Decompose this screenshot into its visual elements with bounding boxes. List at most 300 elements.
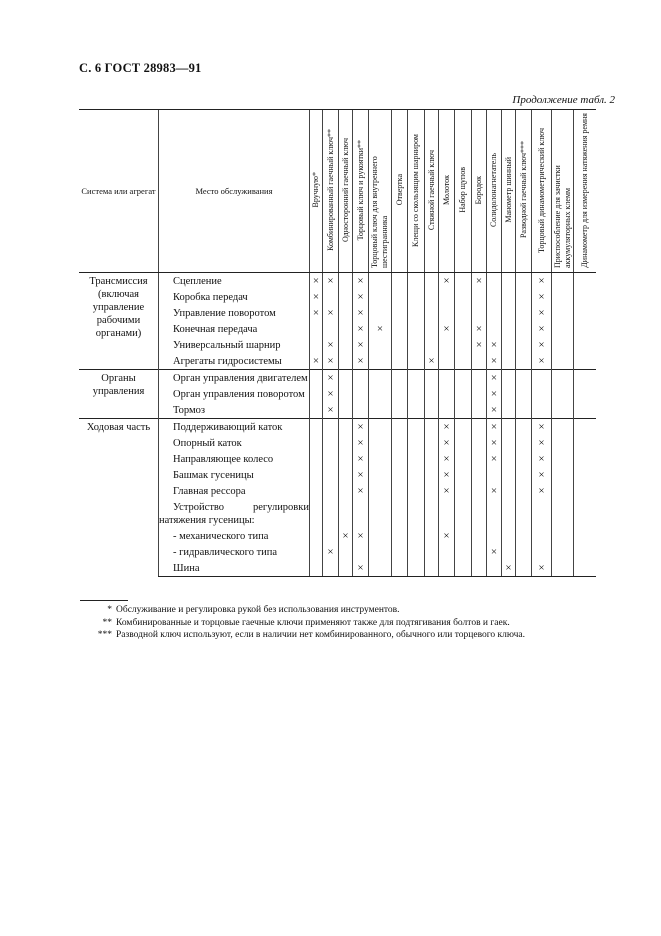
mark-cell	[472, 289, 487, 305]
mark-cell	[439, 370, 455, 387]
mark-cell	[552, 451, 574, 467]
mark-cell	[323, 451, 339, 467]
mark-cell	[408, 337, 425, 353]
table-row	[79, 370, 596, 387]
mark-cell	[516, 370, 532, 387]
mark-cell	[425, 451, 439, 467]
tool-column-header	[425, 110, 439, 273]
place-label: - гидравлического типа	[173, 547, 278, 558]
cross-mark: ×	[312, 355, 320, 367]
tool-column-header	[323, 110, 339, 273]
mark-cell	[339, 337, 353, 353]
mark-cell	[408, 273, 425, 290]
mark-cell	[310, 337, 323, 353]
mark-cell	[455, 544, 472, 560]
mark-cell	[408, 402, 425, 419]
table-continuation-label: Продолжение табл. 2	[512, 94, 615, 106]
footnote-text: Обслуживание и регулировка рукой без использования инструментов.	[116, 605, 400, 615]
mark-cell	[502, 321, 516, 337]
place-cell	[159, 337, 310, 353]
mark-cell	[516, 499, 532, 528]
mark-cell	[487, 289, 502, 305]
mark-cell	[439, 386, 455, 402]
mark-cell	[552, 353, 574, 370]
mark-cell	[310, 370, 323, 387]
mark-cell	[392, 321, 408, 337]
tool-column-header-text: Бородок	[474, 175, 483, 205]
mark-cell	[369, 499, 392, 528]
mark-cell	[353, 435, 369, 451]
mark-cell	[353, 305, 369, 321]
mark-cell	[532, 273, 552, 290]
place-label: Башмак гусеницы	[173, 470, 254, 481]
cross-mark: ×	[475, 275, 483, 287]
tool-column-header-text: Молоток	[441, 175, 451, 205]
page-header: С. 6 ГОСТ 28983—91	[79, 61, 202, 75]
mark-cell	[502, 528, 516, 544]
mark-cell	[392, 544, 408, 560]
mark-cell	[353, 353, 369, 370]
mark-cell	[574, 273, 596, 290]
mark-cell	[574, 386, 596, 402]
mark-cell	[369, 467, 392, 483]
mark-cell	[353, 321, 369, 337]
mark-cell	[532, 435, 552, 451]
place-label: Главная рессора	[173, 486, 246, 497]
mark-cell	[408, 419, 425, 436]
cross-mark: ×	[538, 453, 545, 465]
mark-cell	[439, 305, 455, 321]
mark-cell	[487, 402, 502, 419]
mark-cell	[339, 370, 353, 387]
mark-cell	[369, 419, 392, 436]
mark-cell	[455, 370, 472, 387]
mark-cell	[369, 273, 392, 290]
mark-cell	[472, 467, 487, 483]
mark-cell	[574, 305, 596, 321]
mark-cell	[408, 386, 425, 402]
mark-cell	[532, 305, 552, 321]
mark-cell	[502, 305, 516, 321]
footnote	[92, 629, 525, 642]
mark-cell	[487, 560, 502, 577]
place-cell	[159, 451, 310, 467]
cross-mark: ×	[357, 291, 364, 303]
mark-cell	[552, 305, 574, 321]
mark-cell	[455, 528, 472, 544]
mark-cell	[425, 419, 439, 436]
mark-cell	[455, 560, 472, 577]
cross-mark: ×	[312, 291, 320, 303]
mark-cell	[310, 386, 323, 402]
mark-cell	[472, 483, 487, 499]
mark-cell	[439, 528, 455, 544]
mark-cell	[369, 402, 392, 419]
mark-cell	[323, 386, 339, 402]
mark-cell	[369, 560, 392, 577]
mark-cell	[408, 544, 425, 560]
mark-cell	[353, 483, 369, 499]
mark-cell	[408, 321, 425, 337]
mark-cell	[516, 528, 532, 544]
mark-cell	[369, 305, 392, 321]
place-cell	[159, 305, 310, 321]
mark-cell	[323, 560, 339, 577]
mark-cell	[574, 419, 596, 436]
cross-mark: ×	[376, 323, 384, 335]
place-cell	[159, 386, 310, 402]
mark-cell	[532, 402, 552, 419]
mark-cell	[425, 560, 439, 577]
mark-cell	[472, 451, 487, 467]
mark-cell	[502, 467, 516, 483]
tool-column-header-text: Отвертка	[394, 174, 404, 206]
mark-cell	[392, 337, 408, 353]
mark-cell	[552, 273, 574, 290]
tool-column-header-text: Торцовый ключ и рукоятки**	[355, 139, 365, 241]
mark-cell	[502, 451, 516, 467]
footnote-divider	[80, 600, 128, 601]
mark-cell	[502, 402, 516, 419]
place-cell	[159, 560, 310, 577]
cross-mark: ×	[443, 437, 450, 449]
cross-mark: ×	[357, 485, 364, 497]
mark-cell	[425, 528, 439, 544]
cross-mark: ×	[443, 469, 450, 481]
mark-cell	[425, 435, 439, 451]
mark-cell	[339, 467, 353, 483]
place-cell	[159, 483, 310, 499]
mark-cell	[502, 419, 516, 436]
mark-cell	[455, 435, 472, 451]
mark-cell	[439, 560, 455, 577]
mark-cell	[392, 560, 408, 577]
cross-mark: ×	[490, 437, 498, 449]
mark-cell	[574, 353, 596, 370]
cross-mark: ×	[475, 339, 483, 351]
mark-cell	[408, 435, 425, 451]
place-cell	[159, 528, 310, 544]
mark-cell	[552, 528, 574, 544]
mark-cell	[552, 289, 574, 305]
mark-cell	[439, 273, 455, 290]
mark-cell	[323, 499, 339, 528]
mark-cell	[392, 273, 408, 290]
cross-mark: ×	[538, 275, 545, 287]
mark-cell	[455, 483, 472, 499]
mark-cell	[323, 289, 339, 305]
footnote	[92, 604, 525, 617]
cross-mark: ×	[490, 355, 498, 367]
place-cell	[159, 544, 310, 560]
mark-cell	[574, 435, 596, 451]
mark-cell	[339, 451, 353, 467]
mark-cell	[339, 499, 353, 528]
mark-cell	[487, 305, 502, 321]
mark-cell	[310, 499, 323, 528]
mark-cell	[339, 560, 353, 577]
mark-cell	[392, 499, 408, 528]
tool-column-header	[502, 110, 516, 273]
cross-mark: ×	[443, 453, 450, 465]
mark-cell	[487, 499, 502, 528]
mark-cell	[516, 419, 532, 436]
mark-cell	[339, 353, 353, 370]
mark-cell	[472, 321, 487, 337]
cross-mark: ×	[312, 307, 320, 319]
mark-cell	[439, 435, 455, 451]
cross-mark: ×	[428, 355, 435, 367]
mark-cell	[532, 386, 552, 402]
mark-cell	[574, 483, 596, 499]
place-label: Устройство регулировки натяжения гусеницы:	[159, 502, 309, 526]
mark-cell	[574, 321, 596, 337]
footnote-mark: ***	[97, 630, 112, 640]
cross-mark: ×	[490, 421, 498, 433]
mark-cell	[502, 560, 516, 577]
mark-cell	[408, 289, 425, 305]
mark-cell	[439, 337, 455, 353]
mark-cell	[425, 386, 439, 402]
cross-mark: ×	[538, 323, 545, 335]
mark-cell	[353, 289, 369, 305]
mark-cell	[425, 402, 439, 419]
cross-mark: ×	[357, 562, 364, 574]
cross-mark: ×	[538, 485, 545, 497]
mark-cell	[408, 528, 425, 544]
mark-cell	[425, 321, 439, 337]
mark-cell	[310, 289, 323, 305]
tool-column-header-text: Односторонний гаечный ключ	[340, 137, 350, 242]
place-cell	[159, 419, 310, 436]
mark-cell	[487, 528, 502, 544]
mark-cell	[392, 483, 408, 499]
mark-cell	[502, 337, 516, 353]
mark-cell	[369, 353, 392, 370]
place-label: Конечная передача	[173, 324, 258, 335]
mark-cell	[439, 321, 455, 337]
mark-cell	[369, 321, 392, 337]
tool-column-header	[574, 110, 596, 273]
mark-cell	[408, 499, 425, 528]
mark-cell	[353, 273, 369, 290]
mark-cell	[516, 483, 532, 499]
mark-cell	[532, 451, 552, 467]
mark-cell	[425, 370, 439, 387]
mark-cell	[487, 435, 502, 451]
mark-cell	[310, 353, 323, 370]
tool-column-header	[408, 110, 425, 273]
footnote	[92, 617, 525, 630]
cross-mark: ×	[475, 323, 483, 335]
system-cell: Ходовая часть	[79, 419, 159, 577]
mark-cell	[502, 370, 516, 387]
mark-cell	[574, 528, 596, 544]
mark-cell	[439, 289, 455, 305]
cross-mark: ×	[357, 530, 364, 542]
place-cell	[159, 467, 310, 483]
mark-cell	[339, 483, 353, 499]
mark-cell	[502, 273, 516, 290]
cross-mark: ×	[342, 530, 349, 542]
tool-column-header	[552, 110, 574, 273]
mark-cell	[472, 419, 487, 436]
mark-cell	[323, 273, 339, 290]
mark-cell	[532, 370, 552, 387]
table-row	[79, 419, 596, 436]
place-label: Тормоз	[173, 405, 206, 416]
place-cell	[159, 402, 310, 419]
system-cell: Трансмиссия (включая управление рабочими органами)	[79, 273, 159, 370]
mark-cell	[310, 273, 323, 290]
tool-column-header-text: Клещи со скользящим шарниром	[411, 133, 420, 247]
tool-column-header	[353, 110, 369, 273]
cross-mark: ×	[490, 372, 498, 384]
mark-cell	[392, 402, 408, 419]
mark-cell	[472, 386, 487, 402]
place-column-header: Место обслуживания	[159, 110, 310, 273]
cross-mark: ×	[327, 307, 334, 319]
mark-cell	[439, 544, 455, 560]
mark-cell	[455, 273, 472, 290]
place-label: Опорный каток	[173, 438, 242, 449]
mark-cell	[310, 544, 323, 560]
mark-cell	[323, 321, 339, 337]
footnote-text: Комбинированные и торцовые гаечные ключи применяют также для подтягивания болтов и гаек.	[116, 617, 510, 628]
mark-cell	[408, 370, 425, 387]
mark-cell	[369, 289, 392, 305]
mark-cell	[323, 467, 339, 483]
mark-cell	[502, 483, 516, 499]
place-label: Универсальный шарнир	[173, 340, 281, 351]
mark-cell	[552, 402, 574, 419]
mark-cell	[353, 419, 369, 436]
place-label: Сцепление	[173, 276, 222, 287]
mark-cell	[310, 451, 323, 467]
mark-cell	[353, 544, 369, 560]
cross-mark: ×	[443, 530, 450, 542]
mark-cell	[502, 386, 516, 402]
tool-column-header	[487, 110, 502, 273]
mark-cell	[516, 467, 532, 483]
place-cell	[159, 273, 310, 290]
cross-mark: ×	[490, 339, 498, 351]
place-cell	[159, 321, 310, 337]
mark-cell	[552, 544, 574, 560]
mark-cell	[392, 419, 408, 436]
mark-cell	[310, 419, 323, 436]
footnote-mark: **	[102, 617, 112, 628]
mark-cell	[425, 337, 439, 353]
cross-mark: ×	[357, 437, 364, 449]
mark-cell	[369, 451, 392, 467]
mark-cell	[552, 560, 574, 577]
place-label: Орган управления двигателем	[173, 373, 308, 384]
mark-cell	[472, 353, 487, 370]
mark-cell	[369, 337, 392, 353]
tool-column-header-text: Торцовый ключ для внутреннего шестигранника	[370, 156, 389, 268]
mark-cell	[574, 451, 596, 467]
cross-mark: ×	[327, 546, 334, 558]
mark-cell	[353, 337, 369, 353]
table-header-row	[79, 110, 596, 273]
mark-cell	[408, 467, 425, 483]
mark-cell	[369, 386, 392, 402]
mark-cell	[516, 544, 532, 560]
mark-cell	[552, 419, 574, 436]
mark-cell	[574, 370, 596, 387]
mark-cell	[353, 370, 369, 387]
mark-cell	[425, 467, 439, 483]
tool-column-header	[532, 110, 552, 273]
mark-cell	[502, 544, 516, 560]
mark-cell	[455, 353, 472, 370]
mark-cell	[455, 402, 472, 419]
mark-cell	[574, 337, 596, 353]
mark-cell	[487, 451, 502, 467]
cross-mark: ×	[357, 275, 364, 287]
mark-cell	[310, 560, 323, 577]
mark-cell	[574, 467, 596, 483]
mark-cell	[532, 353, 552, 370]
mark-cell	[408, 305, 425, 321]
cross-mark: ×	[505, 562, 512, 574]
mark-cell	[472, 544, 487, 560]
mark-cell	[552, 370, 574, 387]
place-label: Направляющее колесо	[173, 454, 274, 465]
mark-cell	[502, 499, 516, 528]
place-cell	[159, 499, 310, 528]
mark-cell	[532, 499, 552, 528]
mark-cell	[408, 483, 425, 499]
mark-cell	[532, 544, 552, 560]
mark-cell	[472, 560, 487, 577]
mark-cell	[353, 499, 369, 528]
tool-column-header-text: Манометр шинный	[503, 157, 513, 223]
mark-cell	[502, 435, 516, 451]
cross-mark: ×	[357, 421, 364, 433]
mark-cell	[516, 273, 532, 290]
cross-mark: ×	[327, 404, 334, 416]
mark-cell	[408, 353, 425, 370]
mark-cell	[516, 402, 532, 419]
mark-cell	[323, 402, 339, 419]
mark-cell	[574, 544, 596, 560]
mark-cell	[516, 289, 532, 305]
tool-column-header	[369, 110, 392, 273]
system-column-header: Система или агрегат	[79, 110, 159, 273]
mark-cell	[455, 321, 472, 337]
tool-column-header-text: Вручную*	[311, 172, 320, 208]
mark-cell	[574, 402, 596, 419]
mark-cell	[353, 451, 369, 467]
place-label: Орган управления поворотом	[173, 389, 305, 400]
mark-cell	[339, 289, 353, 305]
mark-cell	[439, 419, 455, 436]
footnote-mark: *	[107, 605, 112, 615]
mark-cell	[552, 321, 574, 337]
mark-cell	[310, 435, 323, 451]
mark-cell	[472, 499, 487, 528]
mark-cell	[323, 544, 339, 560]
mark-cell	[574, 289, 596, 305]
mark-cell	[487, 386, 502, 402]
mark-cell	[472, 273, 487, 290]
tool-column-header-text: Торцовый динамометрический ключ	[536, 127, 546, 253]
cross-mark: ×	[327, 372, 334, 384]
cross-mark: ×	[490, 485, 498, 497]
cross-mark: ×	[357, 339, 364, 351]
